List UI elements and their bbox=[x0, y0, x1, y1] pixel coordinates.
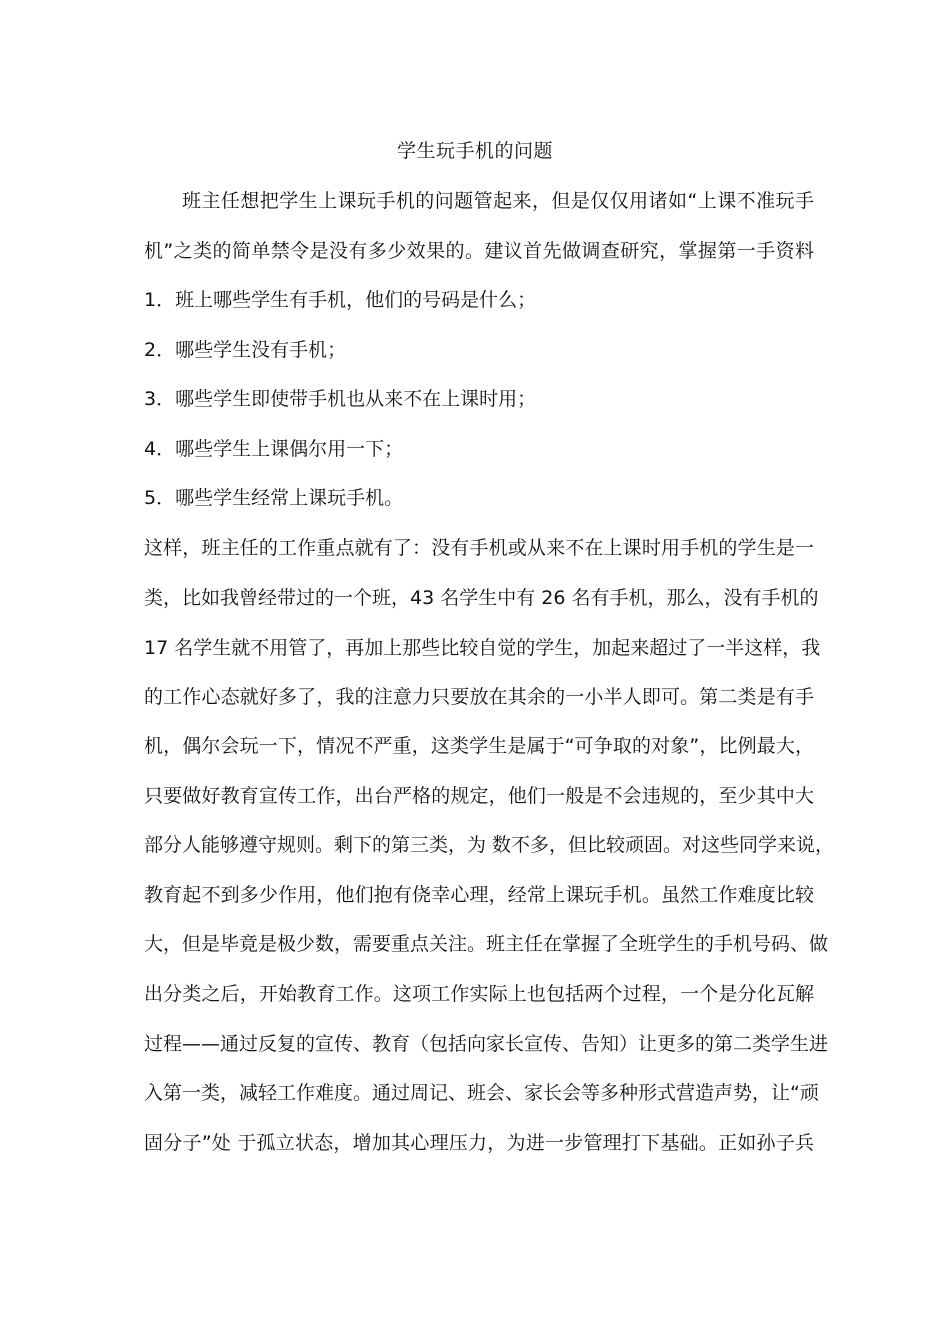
body-line: 过程——通过反复的宣传、教育（包括向家长宣传、告知）让更多的第二类学生进 bbox=[144, 1033, 829, 1055]
intro-line: 班主任想把学生上课玩手机的问题管起来，但是仅仅用诸如“上课不准玩手 bbox=[182, 190, 814, 212]
list-item: 2．哪些学生没有手机； bbox=[144, 339, 347, 361]
list-item: 4．哪些学生上课偶尔用一下； bbox=[144, 438, 404, 460]
body-line: 出分类之后，开始教育工作。这项工作实际上也包括两个过程，一个是分化瓦解 bbox=[144, 983, 814, 1005]
list-item: 5．哪些学生经常上课玩手机。 bbox=[144, 487, 404, 509]
body-line: 这样，班主任的工作重点就有了：没有手机或从来不在上课时用手机的学生是一 bbox=[144, 537, 814, 559]
list-item: 3．哪些学生即使带手机也从来不在上课时用； bbox=[144, 388, 537, 410]
body-line: 类，比如我曾经带过的一个班，43 名学生中有 26 名有手机，那么，没有手机的 bbox=[144, 587, 819, 609]
document-title: 学生玩手机的问题 bbox=[396, 140, 553, 162]
body-line: 只要做好教育宣传工作，出台严格的规定，他们一般是不会违规的，至少其中大 bbox=[144, 785, 814, 807]
body-line: 的工作心态就好多了，我的注意力只要放在其余的一小半人即可。第二类是有手 bbox=[144, 686, 814, 708]
list-item: 1．班上哪些学生有手机，他们的号码是什么； bbox=[144, 289, 537, 311]
body-line: 机，偶尔会玩一下，情况不严重，这类学生是属于“可争取的对象”，比例最大， bbox=[144, 735, 814, 757]
intro-line: 机”之类的简单禁令是没有多少效果的。建议首先做调查研究，掌握第一手资料 bbox=[144, 240, 814, 262]
body-line: 固分子”处 于孤立状态，增加其心理压力，为进一步管理打下基础。正如孙子兵 bbox=[144, 1132, 814, 1154]
body-line: 17 名学生就不用管了，再加上那些比较自觉的学生，加起来超过了一半这样，我 bbox=[144, 637, 821, 659]
body-line: 部分人能够遵守规则。剩下的第三类，为 数不多，但比较顽固。对这些同学来说， bbox=[144, 834, 835, 856]
body-line: 入第一类，减轻工作难度。通过周记、班会、家长会等多种形式营造声势，让“顽 bbox=[144, 1082, 819, 1104]
body-line: 大，但是毕竟是极少数，需要重点关注。班主任在掌握了全班学生的手机号码、做 bbox=[144, 933, 829, 955]
body-line: 教育起不到多少作用，他们抱有侥幸心理，经常上课玩手机。虽然工作难度比较 bbox=[144, 884, 814, 906]
